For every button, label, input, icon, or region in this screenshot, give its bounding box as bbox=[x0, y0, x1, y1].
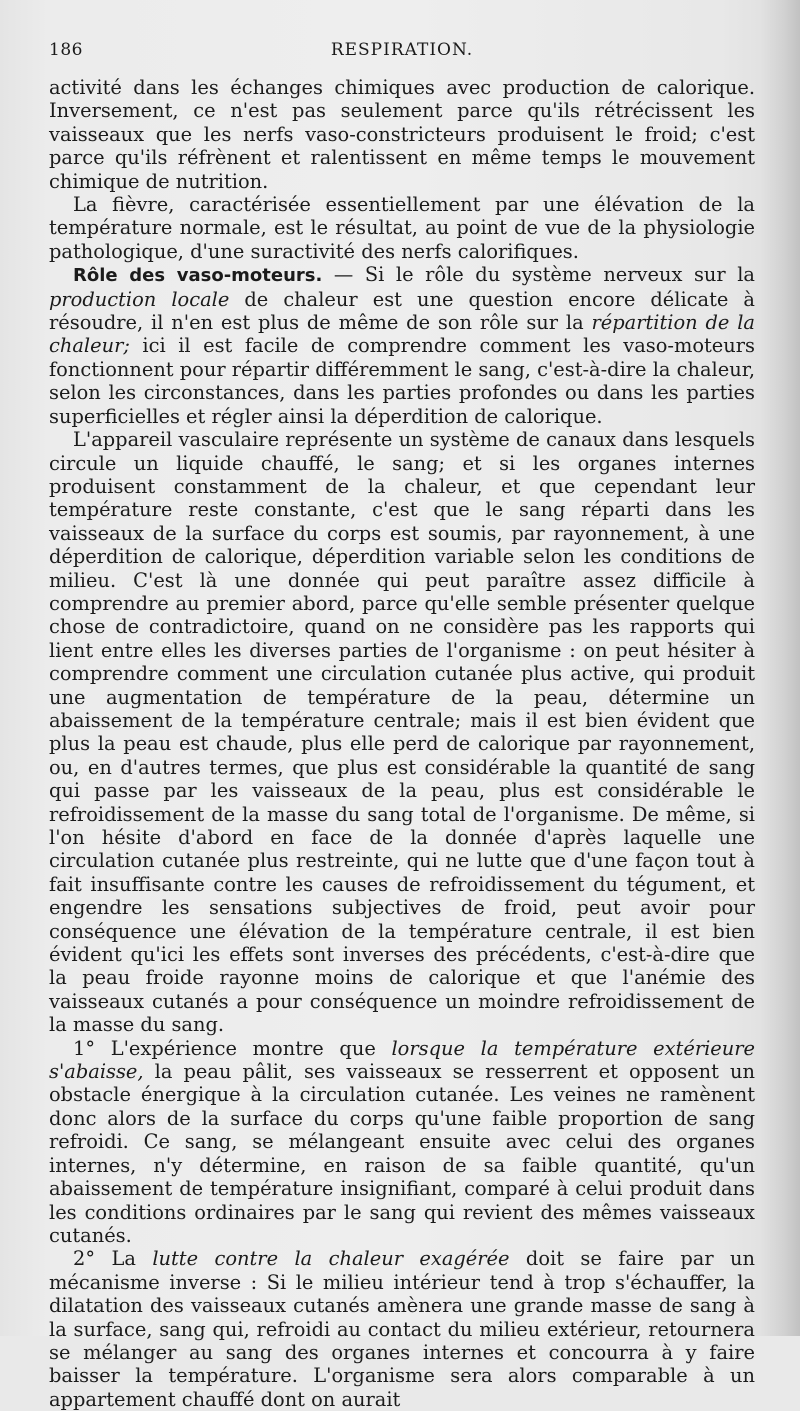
body-text bbox=[49, 76, 755, 1411]
italic-run: lutte contre la chaleur exagérée bbox=[152, 1247, 510, 1271]
text-run: — Si le rôle du système nerveux sur la bbox=[322, 263, 755, 287]
paragraph-role-vaso-moteurs bbox=[49, 263, 755, 428]
text-run: de chaleur est une question encore délicate à résoudre, il n'en est plus de même de son rôle sur la bbox=[49, 287, 755, 335]
text-run: 1° L'expérience montre que bbox=[73, 1036, 392, 1060]
paragraph-continuation: activité dans les échanges chimiques avec production de calorique. Inversement, ce n'est pas seulement parce qu'ils rétrécissent les vaisseaux que les nerfs vaso-constricteurs produisent le froid; c'est parce qu'ils réfrènent et ralentissent en même temps le mouvement chimique de nutrition. bbox=[49, 76, 755, 193]
text-run: 2° La bbox=[73, 1247, 153, 1271]
paragraph-appareil-vasculaire: L'appareil vasculaire représente un système de canaux dans lesquels circule un liquide chauffé, le sang; et si les organes internes produisent constamment de la chaleur, et que cependant leur température reste constante, c'est que le sang réparti dans les vaisseaux de la surface du corps est soumis, par rayonnement, à une déperdition de calorique, déperdition variable selon les conditions de milieu. C'est là une donnée qui peut paraître assez difficile à comprendre au premier abord, parce qu'elle semble présenter quelque chose de contradictoire, quand on ne considère pas les rapports qui lient entre elles les diverses parties de l'organisme : on peut hésiter à comprendre comment une circulation cutanée plus active, qui produit une augmentation de température de la peau, détermine un abaissement de la température centrale; mais il est bien évident que plus la peau est chaude, plus elle perd de calorique par rayonnement, ou, en d'autres termes, que plus est considérable la quantité de sang qui passe par les vaisseaux de la peau, plus est considérable le refroidissement de la masse du sang total de l'organisme. De même, si l'on hésite d'abord en face de la donnée d'après laquelle une circulation cutanée plus restreinte, qui ne lutte que d'une façon tout à fait insuffisante contre les causes de refroidissement du tégument, et engendre les sensations subjectives de froid, peut avoir pour conséquence une élévation de la température centrale, il est bien évident qu'ici les effets sont inverses des précédents, c'est-à-dire que la peau froide rayonne moins de calorique et que l'anémie des vaisseaux cutanés a pour conséquence un moindre refroidissement de la masse du sang. bbox=[49, 428, 755, 1037]
text-run: doit se faire par un mécanisme inverse : Si le milieu intérieur tend à trop s'échauffer, la dilatation des vaisseaux cutanés amènera une grande masse de sang à la surface, sang qui, refroidi au contact du milieu extérieur, retournera se mélanger au sang des organes internes et concourra à y faire baisser la température. L'organisme sera alors comparable à un appartement chauffé dont on aurait bbox=[49, 1247, 755, 1411]
running-title: RESPIRATION. bbox=[330, 40, 474, 60]
paragraph-fievre: La fièvre, caractérisée essentiellement par une élévation de la température normale, est le résultat, au point de vue de la physiologie pathologique, d'une suractivité des nerfs calorifiques. bbox=[49, 193, 755, 263]
text-run: ici il est facile de comprendre comment les vaso-moteurs fonctionnent pour répartir différemment le sang, c'est-à-dire la chaleur, selon les circonstances, dans les parties profondes ou dans les parties superficielles et régler ainsi la déperdition de calorique. bbox=[49, 334, 755, 428]
italic-run: répartition de la chaleur; bbox=[49, 311, 755, 358]
paragraph-point-2 bbox=[49, 1247, 755, 1411]
page-header bbox=[49, 40, 755, 68]
text-run: la peau pâlit, ses vaisseaux se resserrent et opposent un obstacle énergique à la circulation cutanée. Les veines ne ramènent donc alors de la surface du corps qu'une faible proportion de sang refroidi. Ce sang, se mélangeant ensuite avec celui des organes internes, n'y détermine, en raison de sa faible quantité, qu'un abaissement de température insignifiant, comparé à celui produit dans les conditions ordinaires par le sang qui revient des mêmes vaisseaux cutanés. bbox=[49, 1060, 755, 1247]
paragraph-point-1 bbox=[49, 1037, 755, 1248]
page-number: 186 bbox=[49, 40, 83, 60]
section-heading: Rôle des vaso-moteurs. bbox=[73, 265, 323, 287]
italic-run: production locale bbox=[49, 287, 230, 311]
italic-run: lorsque la température extérieure s'abaisse, bbox=[49, 1036, 755, 1084]
